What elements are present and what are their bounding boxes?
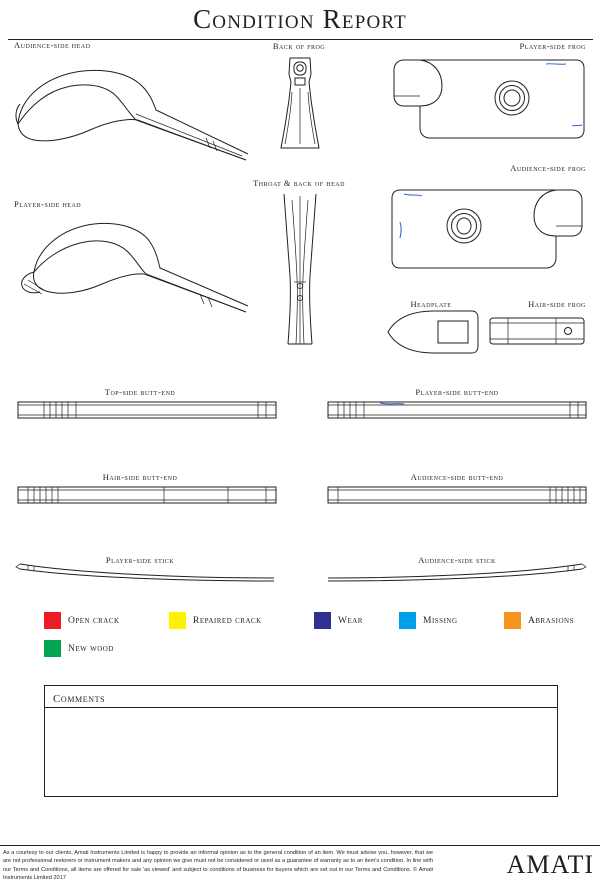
diagram-audience-side-stick bbox=[326, 558, 590, 582]
diagram-player-side-frog bbox=[390, 52, 586, 152]
swatch-wear bbox=[314, 612, 331, 629]
diagram-throat-back-of-head bbox=[276, 190, 324, 350]
legend-item-abrasions bbox=[504, 612, 574, 629]
legend-label-repaired-crack: Repaired crack bbox=[193, 615, 262, 626]
diagram-back-of-frog bbox=[275, 52, 325, 157]
legend-row-2 bbox=[44, 640, 584, 657]
swatch-new-wood bbox=[44, 640, 61, 657]
swatch-open-crack bbox=[44, 612, 61, 629]
comments-box[interactable] bbox=[44, 685, 558, 797]
comments-input-area[interactable] bbox=[45, 708, 557, 795]
caption-player-side-stick: Player-side stick bbox=[105, 555, 175, 565]
caption-hair-side-butt-end: Hair-side butt-end bbox=[102, 472, 178, 482]
caption-throat-back-of-head: Throat & back of head bbox=[253, 178, 345, 188]
legend-item-wear bbox=[314, 612, 399, 629]
legend-item-repaired-crack bbox=[169, 612, 314, 629]
diagram-hair-side-butt-end bbox=[14, 481, 278, 509]
swatch-repaired-crack bbox=[169, 612, 186, 629]
legend-row-1 bbox=[44, 612, 584, 629]
diagram-headplate bbox=[382, 308, 480, 356]
footer-divider bbox=[0, 845, 600, 846]
diagram-top-side-butt-end bbox=[14, 396, 278, 424]
caption-player-side-butt-end: Player-side butt-end bbox=[415, 387, 499, 397]
caption-player-side-frog: Player-side frog bbox=[519, 41, 586, 51]
diagram-audience-side-head bbox=[10, 52, 250, 162]
caption-audience-side-stick: Audience-side stick bbox=[418, 555, 496, 565]
legend-item-new-wood bbox=[44, 640, 114, 657]
caption-headplate: Headplate bbox=[410, 299, 452, 309]
diagram-audience-side-frog bbox=[390, 176, 586, 281]
diagram-player-side-stick bbox=[14, 558, 278, 582]
legend-item-open-crack bbox=[44, 612, 169, 629]
caption-back-of-frog: Back of frog bbox=[272, 41, 326, 51]
diagram-hair-side-frog bbox=[488, 312, 586, 352]
condition-legend bbox=[44, 612, 584, 668]
title-divider bbox=[8, 39, 593, 40]
caption-audience-side-head: Audience-side head bbox=[14, 40, 91, 50]
comments-header bbox=[45, 686, 557, 708]
legend-label-wear: Wear bbox=[338, 615, 363, 626]
comments-heading: Comments bbox=[53, 693, 106, 705]
amati-logo: AMATI bbox=[506, 850, 594, 879]
swatch-abrasions bbox=[504, 612, 521, 629]
diagram-audience-side-butt-end bbox=[326, 481, 590, 509]
caption-top-side-butt-end: Top-side butt-end bbox=[104, 387, 176, 397]
swatch-missing bbox=[399, 612, 416, 629]
footer-disclaimer: As a courtesy to our clients, Amati Instruments Limited is happy to provide an informal opinion as to the general condition of an item. We must advise you, however, that we are not professional restorers or instrument makers and any opinion we give must not be considered or used as a guarantee of warranty as to an item's condition. In line with our Terms and Conditions, all items are offered for sale 'as viewed' and subject to conditions of business for buyers which are set out in our Terms and Conditions. © Amati Instruments Limited 2017 bbox=[3, 850, 433, 882]
page-footer bbox=[0, 845, 600, 880]
legend-label-abrasions: Abrasions bbox=[528, 615, 574, 626]
caption-audience-side-frog: Audience-side frog bbox=[510, 163, 586, 173]
legend-label-open-crack: Open crack bbox=[68, 615, 120, 626]
diagram-player-side-head bbox=[10, 210, 250, 320]
caption-player-side-head: Player-side head bbox=[14, 199, 82, 209]
legend-label-missing: Missing bbox=[423, 615, 458, 626]
page-title: Condition Report bbox=[193, 4, 407, 34]
diagram-player-side-butt-end bbox=[326, 396, 590, 424]
caption-hair-side-frog: Hair-side frog bbox=[528, 299, 586, 309]
legend-label-new-wood: New wood bbox=[68, 643, 114, 654]
legend-item-missing bbox=[399, 612, 504, 629]
caption-audience-side-butt-end: Audience-side butt-end bbox=[410, 472, 504, 482]
